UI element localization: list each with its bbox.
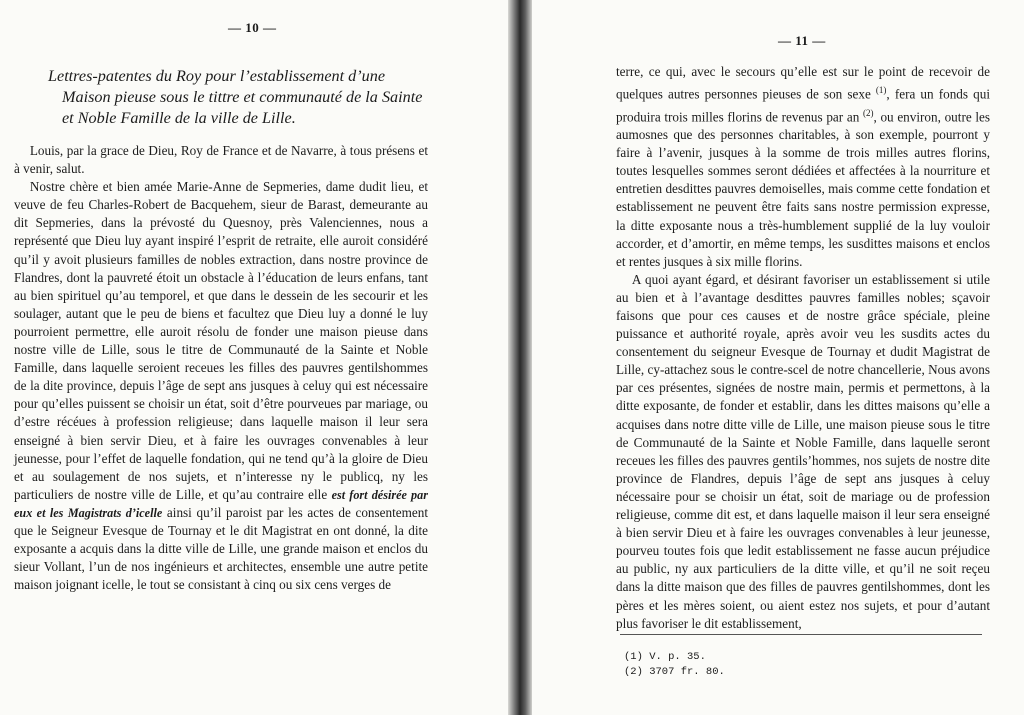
heading-line-3: et Noble Famille de la ville de Lille. — [62, 109, 296, 127]
paragraph-text: , fera un fonds qui produira trois milles florins de revenus par an — [616, 86, 991, 124]
paragraph: Louis, par la grace de Dieu, Roy de France et de Navarre, à tous présens et à venir, salut. — [14, 143, 428, 177]
right-page — [532, 0, 1024, 715]
left-body-text — [14, 142, 428, 594]
paragraph: A quoi ayant égard, et désirant favoriser un establissement si utile au bien et à l’avantage desdittes pauvres familles nobles; sçavoir faisons que pour ces causes et de nostre grâce spéciale, pleine puissance et authorité royale, après avoir veu les susdits actes du consentement du seigneur Evesque de Tournay et dudit Magistrat de Lille, cy-attachez sous le contre-scel de notre chancellerie, Nous avons par ces présentes, signées de nostre main, permis et permettons, à la ditte exposante, de fonder et establir, dans les dittes maisons qu’elle a acquises dans notre ditte ville de Lille, une maison pieuse sous le titre de Communauté de la Sainte et Noble Famille, dans laquelle seront receues les filles des pauvres gentils’hommes, nos sujets de nostre dite province de Flandres, depuis l’âge de sept ans jusques à celuy nécessaire pour se choisir un état, soit de mariage ou de profession religieuse, comme dit est, et dans laquelle maison il leur sera enseigné à bien servir Dieu et à faire les ouvrages convenables à leur jeunesse, pourveu toutes fois que ledit establissement ne fasse aucun préjudice au public, ny aux particuliers de la ditte ville, et qu’il ne soit reçeu dans la ditte maison que des filles de pauvres gentilshommes, dont les pères et les mères soient, ou aient estez nos sujets, et pour d’autant plus favoriser le dit establissement, — [616, 271, 990, 631]
heading-line-2: Maison pieuse sous le tittre et communauté de la Sainte — [62, 88, 423, 106]
footnote: (2) 3707 fr. 80. — [624, 666, 725, 678]
left-page — [0, 0, 508, 715]
page-number-right: — 11 — — [778, 33, 826, 48]
book-gutter — [508, 0, 532, 715]
footnotes — [624, 650, 725, 680]
paragraph-text: terre, ce qui, avec le secours qu’elle est sur le point de recevoir de quelques autres personnes pieuses de son sexe — [616, 64, 990, 102]
paragraph-text: , ou environ, outre les aumosnes que des personnes charitables, à son exemple, pourront y faire à l’avenir, jusques à la somme de trois milles autres florins, toutes lesquelles sommes seront dédiées et affectées à la nourriture et entretien desdittes pauvres demoiselles, mais comme cette fondation et establissement ne peuvent être faits sans nostre permission expresse, la ditte exposante nous a très-humblement supplié de la luy vouloir accorder, et d’amortir, en même temps, les susdittes maisons et enclos et rentes jusques à six mille florins. — [616, 108, 991, 269]
document-heading — [48, 66, 440, 129]
paragraph-text: ainsi qu’il paroist par les actes de consentement que le Seigneur Evesque de Tournay et le dit Magistrat en ont donné, la dite exposante a acquis dans la ditte ville de Lille, une grande maison et enclos du sieur Vollant, l’un de nos ingénieurs et architectes, ensemble une autre petite maison joignant icelle, le tout se consistant à cinq ou six cens verges de — [14, 504, 428, 593]
footnote-ref: (2) — [862, 107, 874, 118]
footnote-ref: (1) — [875, 85, 887, 96]
paragraph — [14, 178, 428, 594]
right-body-text — [616, 63, 990, 633]
paragraph — [616, 63, 990, 271]
page-number-left: — 10 — — [228, 20, 277, 35]
footnote-separator — [620, 634, 982, 635]
footnote: (1) V. p. 35. — [624, 651, 706, 663]
emphasized-text: est fort désirée par eux et les Magistrats d’icelle — [14, 487, 428, 520]
heading-line-1: Lettres-patentes du Roy pour l’establissement d’une — [48, 67, 386, 85]
paragraph-text: Nostre chère et bien amée Marie-Anne de Sepmeries, dame dudit lieu, et veuve de feu Charles-Robert de Bacquehem, sieur de Barast, demeurante au dit Sepmeries, dans la prévosté du Quesnoy, près Valenciennes, nous a représenté que Dieu luy ayant inspiré l’esprit de retraite, elle auroit considéré qu’il y avoit plusieurs familles de nobles extraction, dans nostre province de Flandres, dont la pauvreté étoit un obstacle à l’éducation de leurs enfans, tant au bien spirituel qu’au temporel, et que dans le dessein de les secourir et les soulager, autant que le peu de biens et facultez que Dieu luy a donné le luy pourroient permettre, elle auroit résolu de fonder une maison pieuse dans nostre ville de Lille, sous le titre de Communauté de la Sainte et Noble Famille, dans laquelle seroient receues les filles des pauvres gentilshommes de la dite province, depuis l’âge de sept ans jusques à celuy qui est nécessaire pour qu’elles puissent se choisir un état, soit d’être pourveues par mariage, ou d’estre récéues à profession religieuse; dans laquelle maison il leur sera enseigné à bien servir Dieu, et à faire les ouvrages convenables à leur jeunesse, pour l’effet de laquelle fondation, qui ne tend qu’à la gloire de Dieu et au soulagement de nos sujets, et n’interesse ny le publicq, ny les particuliers de nostre ville de Lille, et qu’au contraire elle — [14, 179, 428, 502]
